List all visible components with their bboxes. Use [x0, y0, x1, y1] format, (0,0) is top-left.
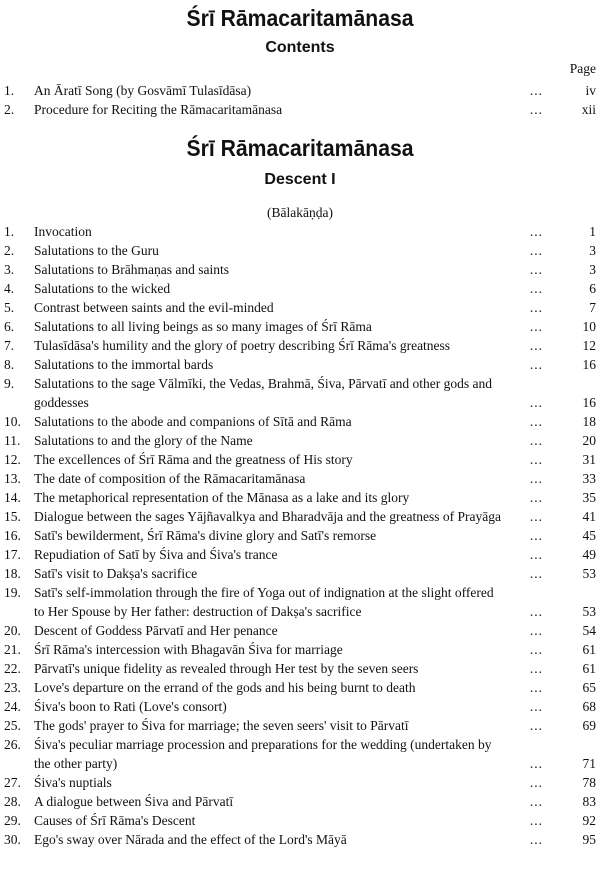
toc-entry: [0, 811, 600, 830]
entry-page: 68: [582, 699, 596, 714]
entry-page: 1: [589, 224, 596, 239]
entry-title: Śrī Rāma's intercession with Bhagavān Śiva for marriage: [34, 642, 343, 657]
entry-page: 54: [582, 623, 596, 638]
entry-number: 2.: [4, 243, 15, 258]
entry-title: The excellences of Śrī Rāma and the greatness of His story: [34, 452, 353, 467]
toc-entry: [0, 659, 600, 678]
front-matter-list: [0, 81, 600, 119]
entry-page: 45: [582, 528, 596, 543]
entry-number: 29.: [4, 813, 21, 828]
entry-number: 25.: [4, 718, 21, 733]
entry-title: Satī's self-immolation through the fire of Yoga out of indignation at the slight offered to Her Spouse by Her father: destruction of Dakṣa's sacrifice: [34, 585, 494, 619]
entry-title: Repudiation of Satī by Śiva and Śiva's trance: [34, 547, 278, 562]
leader-dots: ...: [529, 566, 543, 581]
toc-entry: [0, 450, 600, 469]
toc-entry: [0, 640, 600, 659]
entry-page: 16: [582, 395, 596, 410]
leader-dots: ...: [529, 680, 543, 695]
entry-number: 30.: [4, 832, 21, 847]
toc-entry: [0, 431, 600, 450]
toc-entry: [0, 279, 600, 298]
entry-page: 6: [589, 281, 596, 296]
leader-dots: ...: [529, 102, 543, 117]
toc-entry: [0, 81, 600, 100]
page-column-label: Page: [569, 61, 596, 76]
leader-dots: ...: [529, 547, 543, 562]
toc-entry: [0, 298, 600, 317]
leader-dots: ...: [529, 604, 543, 619]
entry-title: Causes of Śrī Rāma's Descent: [34, 813, 196, 828]
toc-entry: [0, 545, 600, 564]
entry-title: Salutations to the Guru: [34, 243, 159, 258]
leader-dots: ...: [529, 794, 543, 809]
entry-number: 23.: [4, 680, 21, 695]
toc-entry: [0, 222, 600, 241]
entry-page: 31: [582, 452, 596, 467]
toc-entry: [0, 773, 600, 792]
entry-number: 13.: [4, 471, 21, 486]
toc-entry: [0, 336, 600, 355]
kanda-label: (Bālakāṇḍa): [267, 205, 333, 220]
entry-title: Descent of Goddess Pārvatī and Her penance: [34, 623, 278, 638]
leader-dots: ...: [529, 718, 543, 733]
entry-number: 15.: [4, 509, 21, 524]
entry-number: 24.: [4, 699, 21, 714]
entry-page: 65: [582, 680, 596, 695]
toc-entry: [0, 564, 600, 583]
entry-title: Śiva's peculiar marriage procession and preparations for the wedding (undertaken by the other party): [34, 737, 492, 771]
entry-page: 95: [582, 832, 596, 847]
entry-title: The date of composition of the Rāmacaritamānasa: [34, 471, 306, 486]
entry-title: Salutations to the immortal bards: [34, 357, 214, 372]
entry-number: 22.: [4, 661, 21, 676]
entry-number: 18.: [4, 566, 21, 581]
leader-dots: ...: [529, 262, 543, 277]
entry-page: 61: [582, 661, 596, 676]
entry-number: 27.: [4, 775, 21, 790]
entry-title: Tulasīdāsa's humility and the glory of poetry describing Śrī Rāma's greatness: [34, 338, 451, 353]
leader-dots: ...: [529, 452, 543, 467]
toc-entry: [0, 241, 600, 260]
entry-number: 9.: [4, 376, 15, 391]
entry-number: 28.: [4, 794, 21, 809]
entry-title: Salutations to the abode and companions of Sītā and Rāma: [34, 414, 352, 429]
toc-entry: [0, 507, 600, 526]
toc-entry: [0, 697, 600, 716]
entry-title: A dialogue between Śiva and Pārvatī: [34, 794, 234, 809]
entry-number: 21.: [4, 642, 21, 657]
leader-dots: ...: [529, 775, 543, 790]
descent-heading: Descent I: [264, 171, 336, 188]
entry-title: The metaphorical representation of the Mānasa as a lake and its glory: [34, 490, 410, 505]
entry-number: 17.: [4, 547, 21, 562]
toc-entry: [0, 260, 600, 279]
entry-page: 53: [582, 566, 596, 581]
toc-entry: [0, 317, 600, 336]
entry-page: 20: [582, 433, 596, 448]
entry-page: 71: [582, 756, 596, 771]
entry-page: 12: [582, 338, 596, 353]
toc-entry: [0, 583, 600, 621]
toc-entry: [0, 374, 600, 412]
toc-list: [0, 222, 600, 849]
leader-dots: ...: [529, 319, 543, 334]
entry-page: iv: [585, 83, 596, 98]
entry-title: Ego's sway over Nārada and the effect of the Lord's Māyā: [34, 832, 347, 847]
toc-entry: [0, 830, 600, 849]
leader-dots: ...: [529, 281, 543, 296]
entry-page: 61: [582, 642, 596, 657]
entry-page: 7: [589, 300, 596, 315]
leader-dots: ...: [529, 300, 543, 315]
entry-page: xii: [581, 102, 596, 117]
toc-entry: [0, 678, 600, 697]
entry-page: 10: [582, 319, 596, 334]
entry-number: 7.: [4, 338, 15, 353]
entry-title: Pārvatī's unique fidelity as revealed through Her test by the seven seers: [34, 661, 419, 676]
entry-number: 19.: [4, 585, 21, 600]
leader-dots: ...: [529, 528, 543, 543]
toc-entry: [0, 100, 600, 119]
entry-number: 11.: [4, 433, 21, 448]
leader-dots: ...: [529, 756, 543, 771]
leader-dots: ...: [529, 699, 543, 714]
entry-page: 78: [582, 775, 596, 790]
entry-number: 1.: [4, 83, 15, 98]
entry-number: 6.: [4, 319, 15, 334]
entry-number: 5.: [4, 300, 15, 315]
entry-number: 16.: [4, 528, 21, 543]
entry-number: 10.: [4, 414, 21, 429]
entry-title: The gods' prayer to Śiva for marriage; the seven seers' visit to Pārvatī: [34, 718, 409, 733]
entry-title: Dialogue between the sages Yājñavalkya and Bharadvāja and the greatness of Prayāga: [34, 509, 501, 524]
entry-page: 3: [589, 243, 596, 258]
leader-dots: ...: [529, 433, 543, 448]
entry-page: 49: [582, 547, 596, 562]
entry-title: Salutations to and the glory of the Name: [34, 433, 253, 448]
toc-entry: [0, 412, 600, 431]
entry-page: 35: [582, 490, 596, 505]
leader-dots: ...: [529, 813, 543, 828]
entry-number: 12.: [4, 452, 21, 467]
entry-title: Procedure for Reciting the Rāmacaritamānasa: [34, 102, 283, 117]
toc-entry: [0, 621, 600, 640]
entry-number: 1.: [4, 224, 15, 239]
entry-page: 3: [589, 262, 596, 277]
entry-title: Śiva's nuptials: [34, 775, 112, 790]
entry-title: Satī's visit to Dakṣa's sacrifice: [34, 566, 198, 581]
section-title: Śrī Rāmacaritamānasa: [186, 135, 414, 161]
entry-number: 14.: [4, 490, 21, 505]
entry-title: Śiva's boon to Rati (Love's consort): [34, 699, 227, 714]
toc-entry: [0, 355, 600, 374]
book-title: Śrī Rāmacaritamānasa: [186, 5, 414, 31]
leader-dots: ...: [529, 414, 543, 429]
entry-page: 41: [582, 509, 596, 524]
leader-dots: ...: [529, 661, 543, 676]
entry-page: 53: [582, 604, 596, 619]
leader-dots: ...: [529, 509, 543, 524]
entry-page: 83: [582, 794, 596, 809]
toc-entry: [0, 469, 600, 488]
contents-heading: Contents: [265, 39, 335, 56]
leader-dots: ...: [529, 395, 543, 410]
entry-title: Contrast between saints and the evil-minded: [34, 300, 274, 315]
toc-entry: [0, 526, 600, 545]
leader-dots: ...: [529, 83, 543, 98]
leader-dots: ...: [529, 224, 543, 239]
entry-title: Salutations to all living beings as so many images of Śrī Rāma: [34, 319, 372, 334]
entry-title: Salutations to Brāhmaṇas and saints: [34, 262, 229, 277]
toc-entry: [0, 716, 600, 735]
entry-page: 33: [582, 471, 596, 486]
entry-page: 69: [582, 718, 596, 733]
entry-title: Salutations to the wicked: [34, 281, 171, 296]
entry-number: 8.: [4, 357, 15, 372]
entry-page: 18: [582, 414, 596, 429]
entry-title: Salutations to the sage Vālmīki, the Vedas, Brahmā, Śiva, Pārvatī and other gods and goddesses: [34, 376, 493, 410]
leader-dots: ...: [529, 642, 543, 657]
entry-title: Love's departure on the errand of the gods and his being burnt to death: [34, 680, 416, 695]
leader-dots: ...: [529, 243, 543, 258]
entry-title: Invocation: [34, 224, 92, 239]
toc-entry: [0, 792, 600, 811]
entry-title: Satī's bewilderment, Śrī Rāma's divine glory and Satī's remorse: [34, 528, 377, 543]
entry-page: 16: [582, 357, 596, 372]
entry-number: 2.: [4, 102, 15, 117]
toc-entry: [0, 735, 600, 773]
toc-entry: [0, 488, 600, 507]
leader-dots: ...: [529, 623, 543, 638]
entry-title: An Āratī Song (by Gosvāmī Tulasīdāsa): [34, 83, 252, 98]
entry-page: 92: [582, 813, 596, 828]
leader-dots: ...: [529, 357, 543, 372]
leader-dots: ...: [529, 490, 543, 505]
leader-dots: ...: [529, 471, 543, 486]
entry-number: 4.: [4, 281, 15, 296]
leader-dots: ...: [529, 832, 543, 847]
entry-number: 20.: [4, 623, 21, 638]
entry-number: 3.: [4, 262, 15, 277]
leader-dots: ...: [529, 338, 543, 353]
entry-number: 26.: [4, 737, 21, 752]
